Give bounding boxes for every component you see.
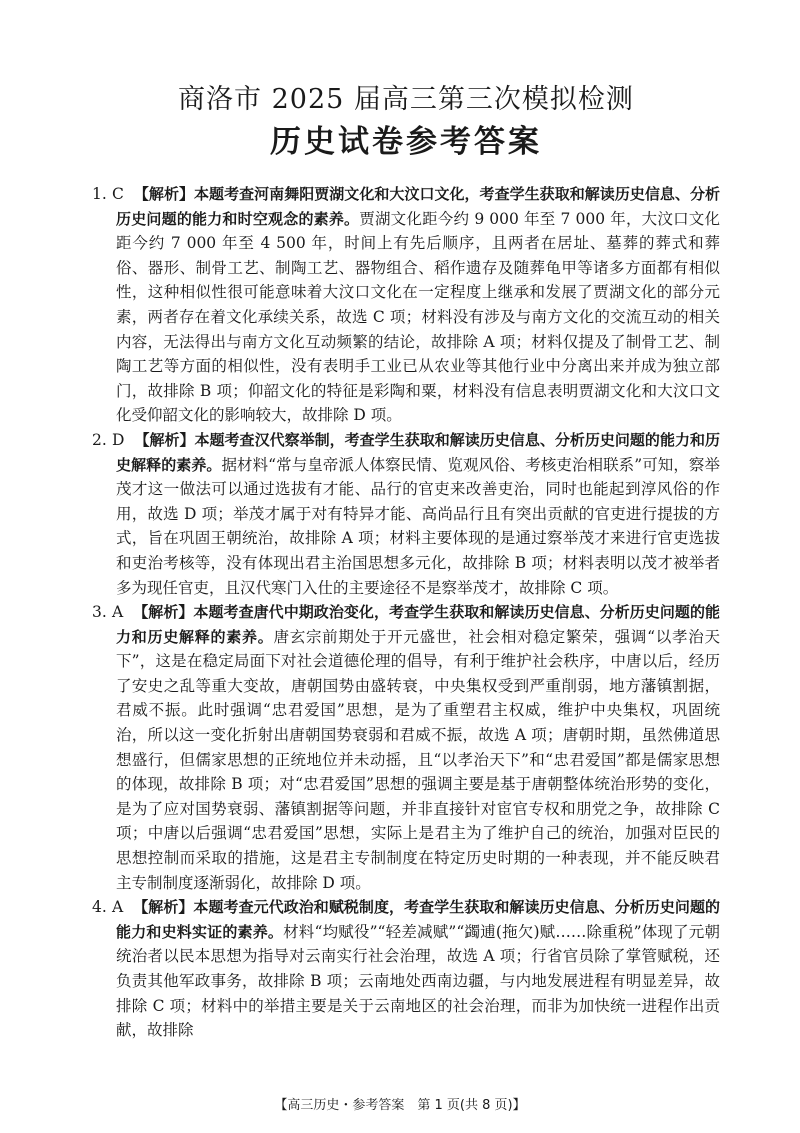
question-number: 3. [92, 603, 107, 622]
answer-key-title: 历史试卷参考答案 [270, 124, 542, 160]
analysis-body: 唐玄宗前期处于开元盛世，社会相对稳定繁荣，强调“以孝治天下”，这是在稳定局面下对社会道德伦理的倡导，有利于维护社会秩序，中唐以后，经历了安史之乱等重大变故，唐朝国势由盛转衰，中央集权受到严重削弱，地方藩镇割据，君威不振。此时强调“忠君爱国”思想，是为了重塑君主权威，维护中央集权，巩固统治，所以这一变化折射出唐朝国势衰弱和君威不振，故选 A 项；唐朝时期，虽然佛道思想盛行，但儒家思想的正统地位并未动摇，且“以孝治天下”和“忠君爱国”都是儒家思想的体现，故排除 B 项；对“忠君爱国”思想的强调主要是基于唐朝整体统治形势的变化，是为了应对国势衰弱、藩镇割据等问题，并非直接针对宦官专权和朋党之争，故排除 C 项；中唐以后强调“忠君爱国”思想，实际上是君主为了维护自己的统治，加强对臣民的思想控制而采取的措施，这是君主专制制度在特定历史时期的一种表现，并不能反映君主专制制度逐渐弱化，故排除 D 项。 [116, 627, 720, 892]
answer-choice: D [112, 430, 125, 449]
analysis-body: 据材料“常与皇帝派人体察民情、览观风俗、考核吏治相联系”可知，察举茂才这一做法可以通过选拔有才能、品行的官吏来改善吏治，同时也能起到淳风俗的作用，故选 D 项；举茂才属于对有特异才能、高尚品行且有突出贡献的官吏进行提拔的方式，旨在巩固王朝统治，故排除 A 项；材料主要体现的是通过察举茂才来进行官吏选拔和吏治考核等，没有体现出君主治国思想多元化，故排除 B 项；材料表明以茂才被举者多为现任官吏，且汉代寒门入仕的主要途径不是察举茂才，故排除 C 项。 [116, 455, 720, 597]
answer-choice: A [112, 603, 124, 622]
answer-item-2 [92, 428, 720, 600]
analysis-lead: 【解析】本题考查唐代中期政治变化，考查学生获取和解读历史信息、分析历史问题的能力和历史解释的素养。 [116, 603, 720, 646]
page-footer: 【高三历史・参考答案 第 1 页(共 8 页)】 [274, 1098, 526, 1113]
answer-item-4 [92, 895, 720, 1043]
question-number: 1. [92, 185, 107, 203]
answer-choice: C [112, 185, 124, 203]
analysis-lead: 【解析】本题考查元代政治和赋税制度，考查学生获取和解读历史信息、分析历史问题的能力和史料实证的素养。 [116, 898, 720, 941]
analysis-body: 材料“均赋役”“轻差减赋”“蠲逋(拖欠)赋……除重税”体现了元朝统治者以民本思想为指导对云南实行社会治理，故选 A 项；行省官员除了掌管赋税，还负责其他军政事务，故排除 B 项；云南地处西南边疆，与内地发展进程有明显差异，故排除 C 项；材料中的举措主要是关于云南地区的社会治理，而非为加快统一进程作出贡献，故排除 [116, 922, 720, 1040]
analysis-body: 贾湖文化距今约 9 000 年至 7 000 年，大汶口文化距今约 7 000 年至 4 500 年，时间上有先后顺序，且两者在居址、墓葬的葬式和葬俗、器形、制骨工艺、制陶工艺、器物组合、稻作遗存及随葬龟甲等诸多方面都有相似性，这种相似性很可能意味着大汶口文化在一定程度上继承和发展了贾湖文化的部分元素，两者存在着文化承续关系，故选 C 项；材料没有涉及与南方文化的交流互动的相关内容，无法得出与南方文化互动频繁的结论，故排除 A 项；材料仅提及了制骨工艺、制陶工艺等方面的相似性，没有表明手工业已从农业等其他行业中分离出来并成为独立部门，故排除 B 项；仰韶文化的特征是彩陶和粟，材料没有信息表明贾湖文化和大汶口文化受仰韶文化的影响较大，故排除 D 项。 [116, 209, 720, 425]
answer-item-1 [92, 182, 720, 428]
question-number: 4. [92, 898, 107, 917]
analysis-lead: 【解析】本题考查河南舞阳贾湖文化和大汶口文化，考查学生获取和解读历史信息、分析历史问题的能力和时空观念的素养。 [116, 185, 720, 228]
exam-title: 商洛市 2025 届高三第三次模拟检测 [178, 84, 634, 115]
analysis-lead: 【解析】本题考查汉代察举制，考查学生获取和解读历史信息、分析历史问题的能力和历史解释的素养。 [116, 430, 720, 474]
question-number: 2. [92, 430, 107, 449]
answer-item-3 [92, 600, 720, 895]
answer-list [92, 182, 720, 1043]
answer-choice: A [112, 898, 124, 917]
